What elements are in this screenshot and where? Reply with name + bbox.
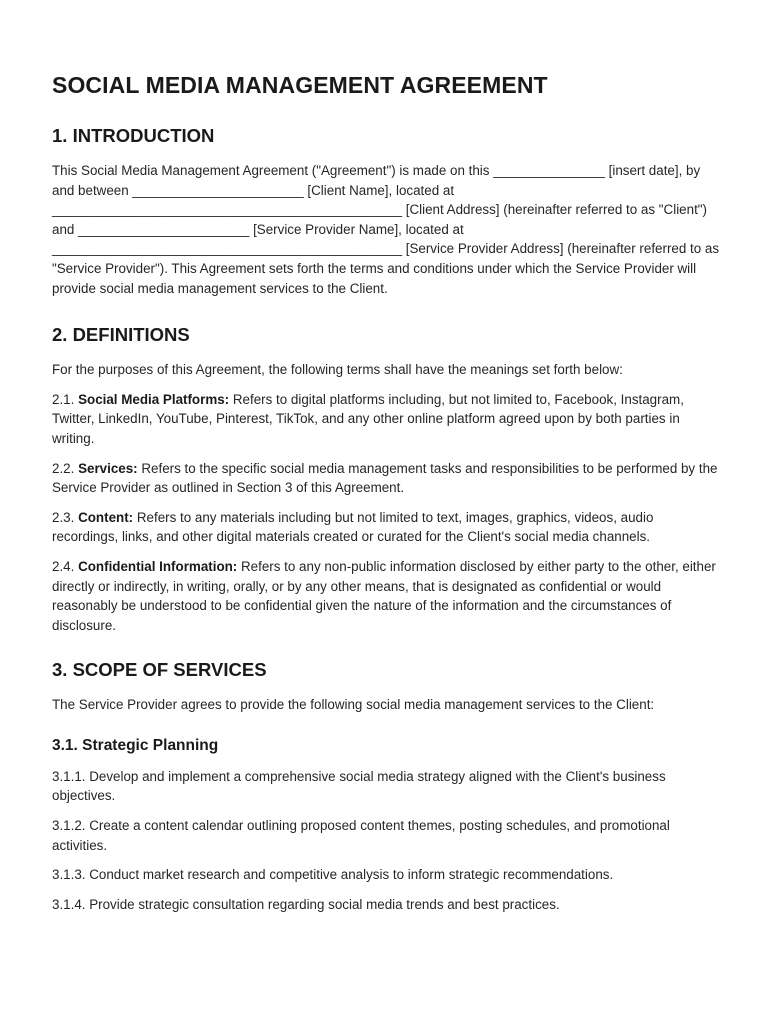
document-title: SOCIAL MEDIA MANAGEMENT AGREEMENT: [52, 72, 548, 98]
definition-item: [52, 557, 720, 635]
list-item: 3.1.3. Conduct market research and competitive analysis to inform strategic recommendations.: [52, 867, 614, 883]
definition-text: Refers to any non-public information disclosed by either party to the other, either directly or indirectly, in writing, orally, or by any other means, that is designated as confidential or would reasonably be understood to be confidential given the nature of the information and the circumstances of disclosure.: [52, 558, 716, 633]
definition-term: Services:: [78, 460, 138, 476]
section-introduction: [52, 125, 720, 298]
definition-number: 2.2.: [52, 460, 75, 476]
introduction-paragraph: This Social Media Management Agreement ("Agreement") is made on this _______________ [insert date], by and between _______________________ [Client Name], located at _______________________________________________ [Client Address] (hereinafter referred to as "Client") and _______________________ [Service Provider Name], located at _______________________________________________ [Service Provider Address] (hereinafter referred to as "Service Provider"). This Agreement sets forth the terms and conditions under which the Service Provider will provide social media management services to the Client.: [52, 163, 720, 296]
definition-number: 2.3.: [52, 509, 75, 525]
definitions-intro: For the purposes of this Agreement, the following terms shall have the meanings set forth below:: [52, 362, 623, 378]
section-scope-of-services: [52, 659, 720, 914]
section-heading-scope: 3. SCOPE OF SERVICES: [52, 659, 267, 681]
definition-text: Refers to digital platforms including, but not limited to, Facebook, Instagram, Twitter, LinkedIn, YouTube, Pinterest, TikTok, and any other online platform agreed upon by both parties in writing.: [52, 391, 684, 446]
subsection-heading: 3.1. Strategic Planning: [52, 736, 219, 754]
definition-item: [52, 508, 720, 547]
definition-number: 2.4.: [52, 558, 75, 574]
definition-term: Social Media Platforms:: [78, 391, 230, 407]
definition-term: Confidential Information:: [78, 558, 238, 574]
list-item: 3.1.4. Provide strategic consultation regarding social media trends and best practices.: [52, 896, 560, 912]
section-heading-definitions: 2. DEFINITIONS: [52, 324, 190, 346]
definition-item: [52, 390, 720, 449]
list-item: 3.1.2. Create a content calendar outlining proposed content themes, posting schedules, and promotional activities.: [52, 818, 670, 853]
scope-intro: The Service Provider agrees to provide the following social media management services to the Client:: [52, 697, 655, 713]
section-heading-introduction: 1. INTRODUCTION: [52, 125, 215, 146]
section-definitions: [52, 324, 720, 635]
definition-term: Content:: [78, 509, 134, 525]
definition-text: Refers to the specific social media management tasks and responsibilities to be performed by the Service Provider as outlined in Section 3 of this Agreement.: [52, 460, 718, 496]
definition-number: 2.1.: [52, 391, 75, 407]
definition-item: [52, 459, 720, 498]
list-item: 3.1.1. Develop and implement a comprehensive social media strategy aligned with the Client's business objectives.: [52, 768, 666, 804]
subsection-strategic-planning: [52, 737, 720, 915]
definition-text: Refers to any materials including but not limited to text, images, graphics, videos, audio recordings, links, and other digital materials created or curated for the Client's social media channels.: [52, 509, 654, 545]
